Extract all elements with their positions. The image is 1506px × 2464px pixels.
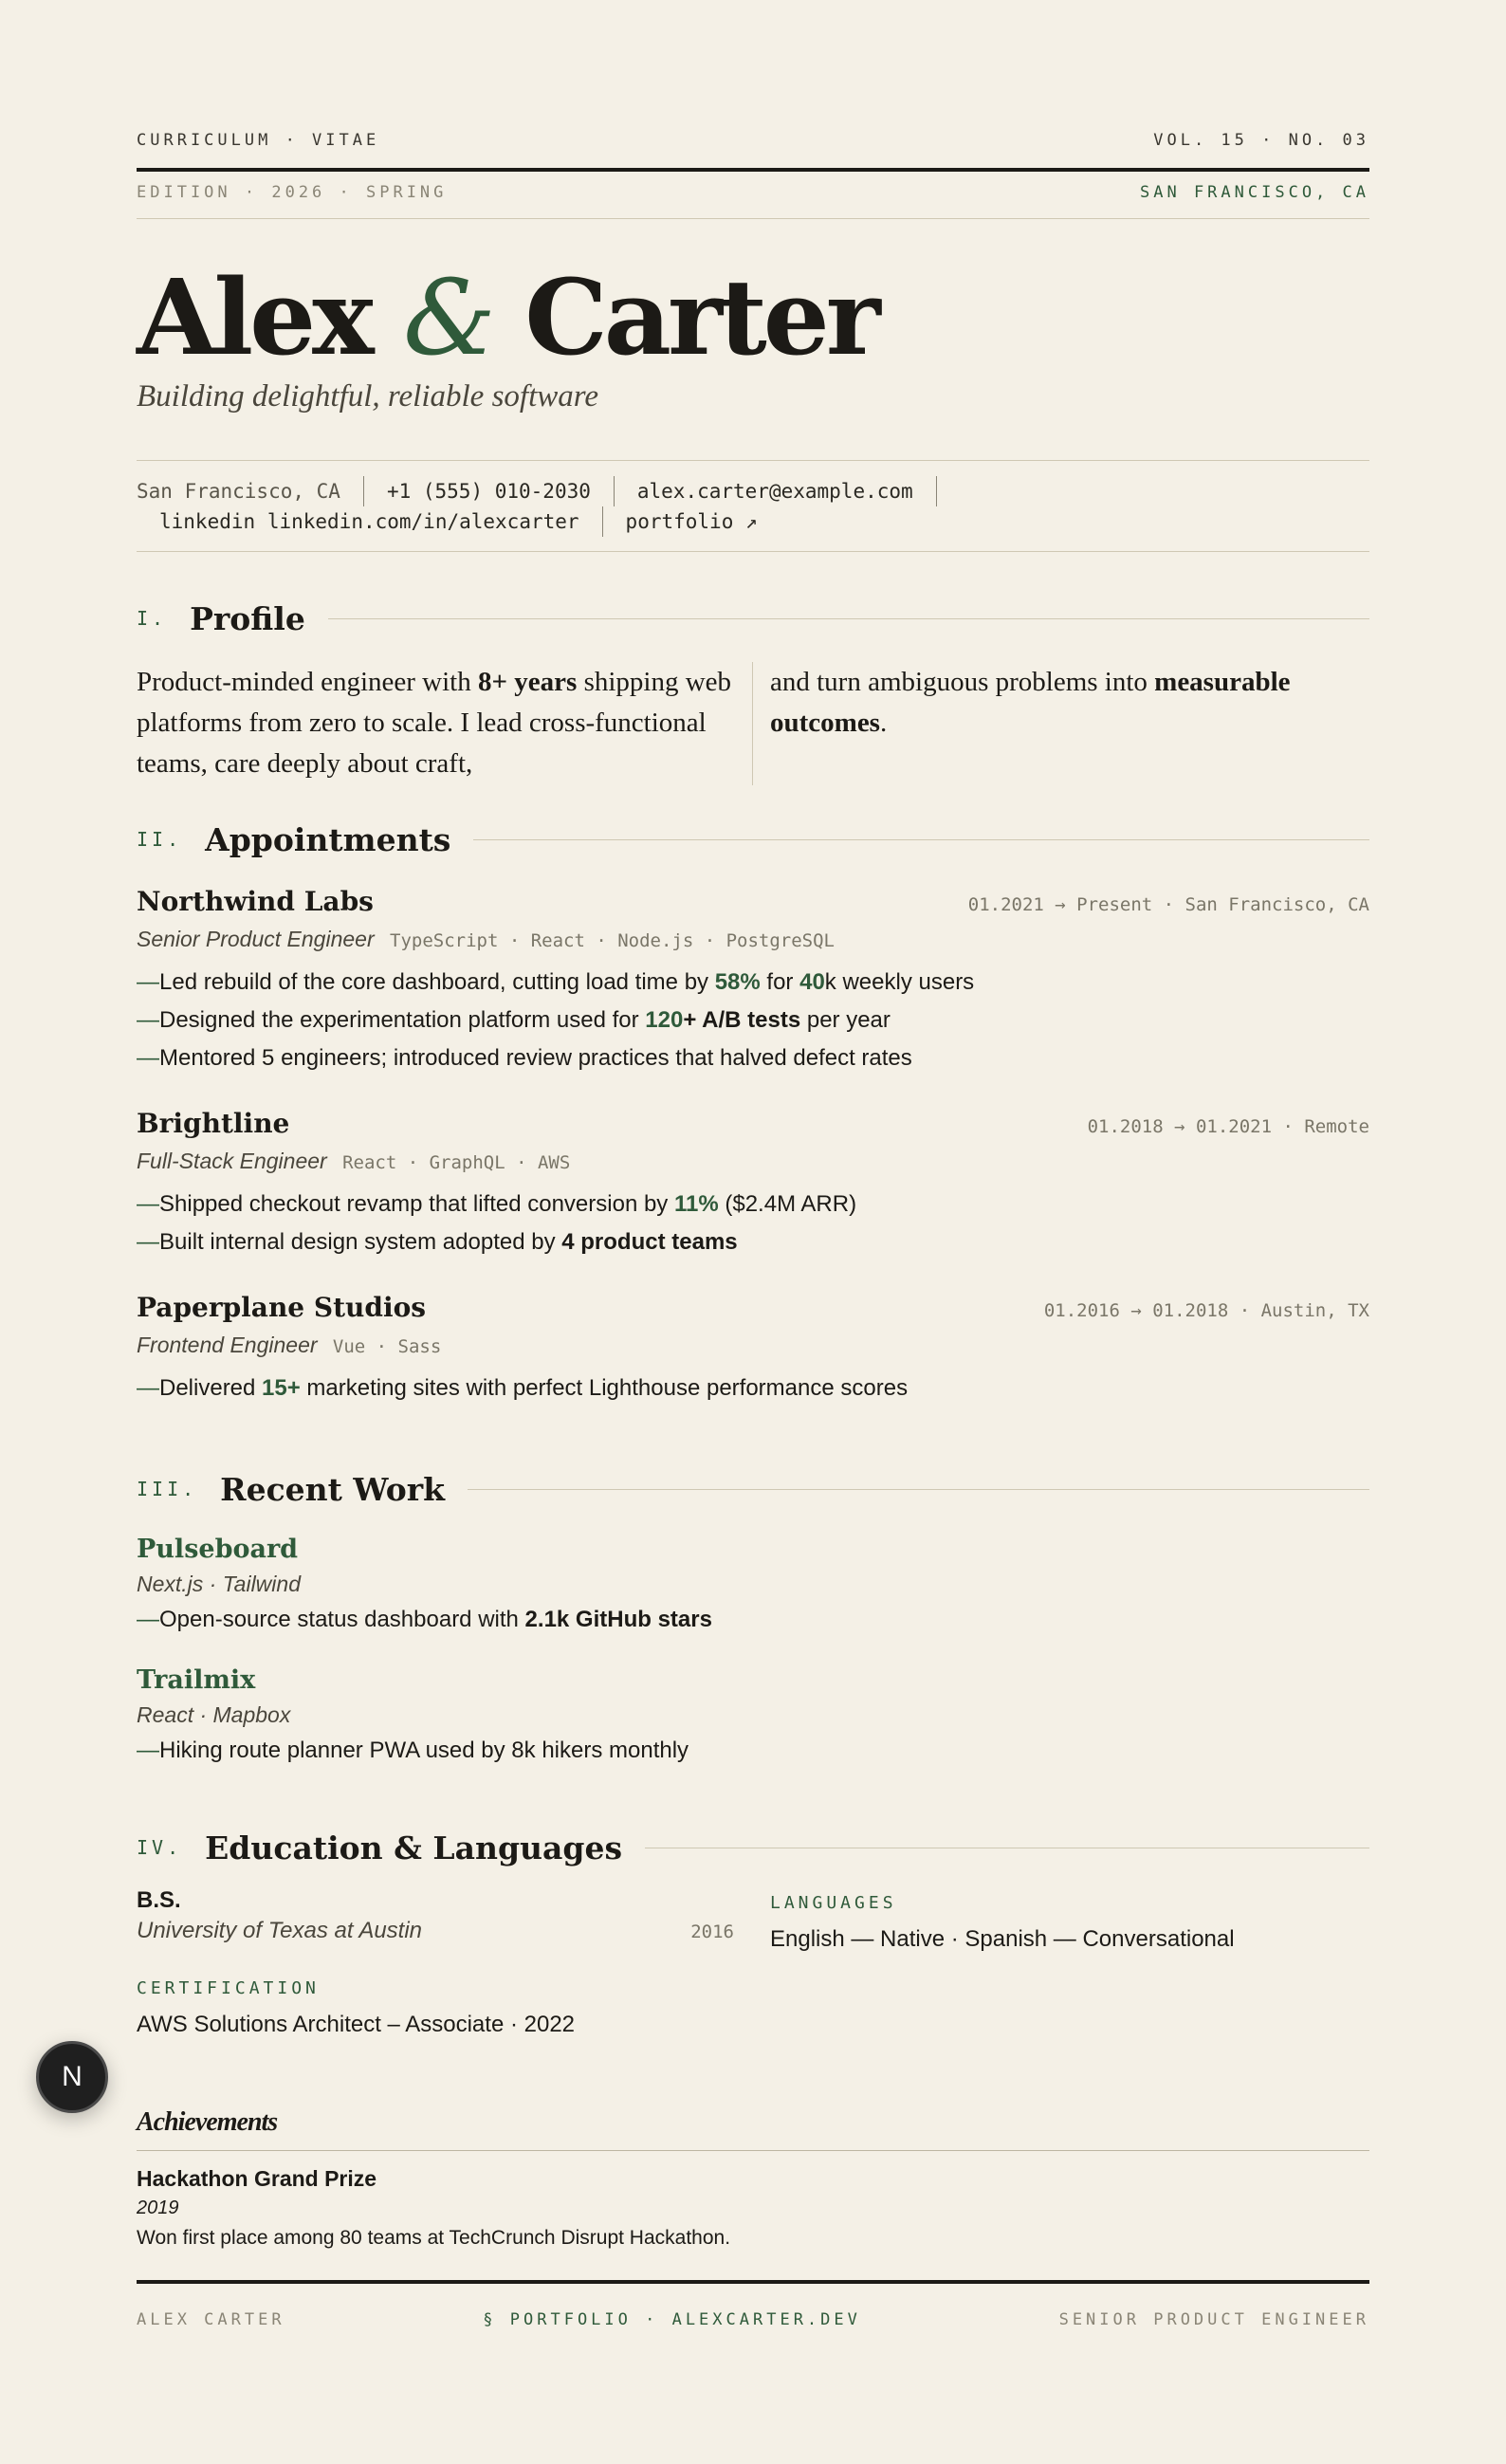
education-school: University of Texas at Austin xyxy=(137,1918,423,1943)
job-role: Senior Product Engineer xyxy=(137,927,375,951)
job-meta: 01.2016 → 01.2018 · Austin, TX xyxy=(1043,1300,1369,1321)
masthead-curriculum: CURRICULUM · VITAE xyxy=(137,131,380,150)
section-rule xyxy=(473,839,1369,840)
contact-email[interactable]: alex.carter@example.com xyxy=(615,476,937,506)
profile-text-part: shipping web platforms from zero to scale. I lead cross-functional teams, care deeply about craft, xyxy=(137,667,732,779)
section-number: II. xyxy=(137,828,183,851)
masthead-city: SAN FRANCISCO, CA xyxy=(1140,183,1369,202)
section-education-header xyxy=(137,1824,1369,1871)
footer xyxy=(137,2310,1369,2329)
job-company: Northwind Labs xyxy=(137,886,374,917)
education-year: 2016 xyxy=(690,1922,734,1942)
next-dev-indicator-button[interactable] xyxy=(36,2041,108,2113)
languages-block xyxy=(770,1893,1369,1953)
section-number: IV. xyxy=(137,1836,183,1859)
linkedin-label: linkedin xyxy=(159,510,256,533)
section-title: Profile xyxy=(190,599,305,637)
profile-text xyxy=(137,662,1369,785)
job-bullet: —Led rebuild of the core dashboard, cutting load time by 58% for 40k weekly users xyxy=(137,969,975,995)
masthead-edition: EDITION · 2026 · SPRING xyxy=(137,183,448,202)
project-entry xyxy=(137,1665,1369,1764)
footer-name: ALEX CARTER xyxy=(137,2310,285,2329)
job-tech: TypeScript · React · Node.js · PostgreSQL xyxy=(390,930,835,951)
project-stack: Next.js · Tailwind xyxy=(137,1572,301,1596)
footer-role: SENIOR PRODUCT ENGINEER xyxy=(1058,2310,1369,2329)
section-profile-header xyxy=(137,595,1369,642)
section-work-header xyxy=(137,1465,1369,1513)
contact-phone[interactable]: +1 (555) 010-2030 xyxy=(364,476,615,506)
masthead-rule xyxy=(137,168,1369,172)
job-entry xyxy=(137,1108,1369,1261)
section-title: Recent Work xyxy=(220,1470,446,1508)
education-entry xyxy=(137,1887,734,1944)
masthead-top xyxy=(137,131,1369,150)
divider xyxy=(137,2150,1369,2151)
divider xyxy=(137,218,1369,219)
achievements-title: Achievements xyxy=(137,2107,278,2137)
project-name[interactable]: Trailmix xyxy=(137,1665,256,1695)
job-meta: 01.2018 → 01.2021 · Remote xyxy=(1087,1116,1369,1137)
job-role: Frontend Engineer xyxy=(137,1333,318,1357)
tagline: Building delightful, reliable software xyxy=(137,379,599,414)
job-bullet: —Shipped checkout revamp that lifted conversion by 11% ($2.4M ARR) xyxy=(137,1191,857,1217)
divider xyxy=(137,551,1369,552)
job-bullet: —Designed the experimentation platform used for 120+ A/B tests per year xyxy=(137,1007,891,1033)
profile-years: 8+ years xyxy=(478,667,578,697)
name-last: Carter xyxy=(524,256,877,378)
languages-label: LANGUAGES xyxy=(770,1893,897,1913)
profile-text-part: . xyxy=(879,708,888,738)
profile-outcomes: measurable outcomes xyxy=(770,667,1291,738)
achievement-item xyxy=(137,2166,1369,2250)
job-bullet: —Delivered 15+ marketing sites with perfect Lighthouse performance scores xyxy=(137,1375,909,1401)
job-meta: 01.2021 → Present · San Francisco, CA xyxy=(967,894,1369,915)
education-degree: B.S. xyxy=(137,1887,181,1913)
section-rule xyxy=(468,1489,1369,1490)
project-name[interactable]: Pulseboard xyxy=(137,1535,299,1564)
job-bullets xyxy=(137,1186,1369,1261)
contact-bar xyxy=(137,476,1369,537)
job-role: Full-Stack Engineer xyxy=(137,1149,327,1173)
section-number: I. xyxy=(137,607,168,630)
linkedin-url: linkedin.com/in/alexcarter xyxy=(266,510,579,533)
section-rule xyxy=(328,618,1369,619)
job-tech: React · GraphQL · AWS xyxy=(342,1152,571,1173)
divider xyxy=(137,460,1369,461)
project-entry xyxy=(137,1535,1369,1633)
job-bullet: —Mentored 5 engineers; introduced review practices that halved defect rates xyxy=(137,1045,912,1071)
job-bullet: —Built internal design system adopted by 4 product teams xyxy=(137,1229,738,1255)
job-entry xyxy=(137,886,1369,1077)
job-entry xyxy=(137,1292,1369,1407)
contact-location: San Francisco, CA xyxy=(137,476,364,506)
name-first: Alex xyxy=(137,256,371,378)
job-bullets xyxy=(137,1370,1369,1407)
masthead-volume: VOL. 15 · NO. 03 xyxy=(1153,131,1369,150)
footer-rule xyxy=(137,2280,1369,2284)
profile-text-part: and turn ambiguous problems into xyxy=(770,667,1155,697)
certification-value: AWS Solutions Architect – Associate · 2022 xyxy=(137,2012,576,2037)
project-stack: React · Mapbox xyxy=(137,1702,291,1727)
project-description: —Open-source status dashboard with 2.1k GitHub stars xyxy=(137,1607,712,1632)
profile-column-1 xyxy=(137,662,753,785)
certification-block xyxy=(137,1978,734,2038)
certification-label: CERTIFICATION xyxy=(137,1978,320,1998)
job-company: Paperplane Studios xyxy=(137,1292,427,1323)
profile-text-part: Product-minded engineer with xyxy=(137,667,478,697)
masthead-sub xyxy=(137,183,1369,202)
footer-portfolio-link[interactable]: § PORTFOLIO · ALEXCARTER.DEV xyxy=(483,2310,861,2329)
contact-portfolio-link[interactable]: portfolio ↗ xyxy=(625,510,758,533)
languages-value: English — Native · Spanish — Conversational xyxy=(770,1926,1235,1952)
name-ampersand: & xyxy=(403,257,492,378)
project-description: —Hiking route planner PWA used by 8k hikers monthly xyxy=(137,1738,689,1763)
section-title: Appointments xyxy=(205,820,451,858)
job-company: Brightline xyxy=(137,1108,290,1139)
achievement-year: 2019 xyxy=(137,2197,179,2218)
page-title xyxy=(137,256,877,379)
section-title: Education & Languages xyxy=(205,1829,623,1866)
contact-linkedin[interactable] xyxy=(159,506,603,537)
next-logo-icon: N xyxy=(62,2061,83,2092)
section-appointments-header xyxy=(137,816,1369,863)
job-tech: Vue · Sass xyxy=(332,1336,442,1357)
profile-column-2 xyxy=(753,662,1369,785)
section-number: III. xyxy=(137,1478,198,1500)
achievement-description: Won first place among 80 teams at TechCrunch Disrupt Hackathon. xyxy=(137,2227,731,2249)
job-bullets xyxy=(137,964,1369,1077)
achievement-title: Hackathon Grand Prize xyxy=(137,2166,377,2191)
